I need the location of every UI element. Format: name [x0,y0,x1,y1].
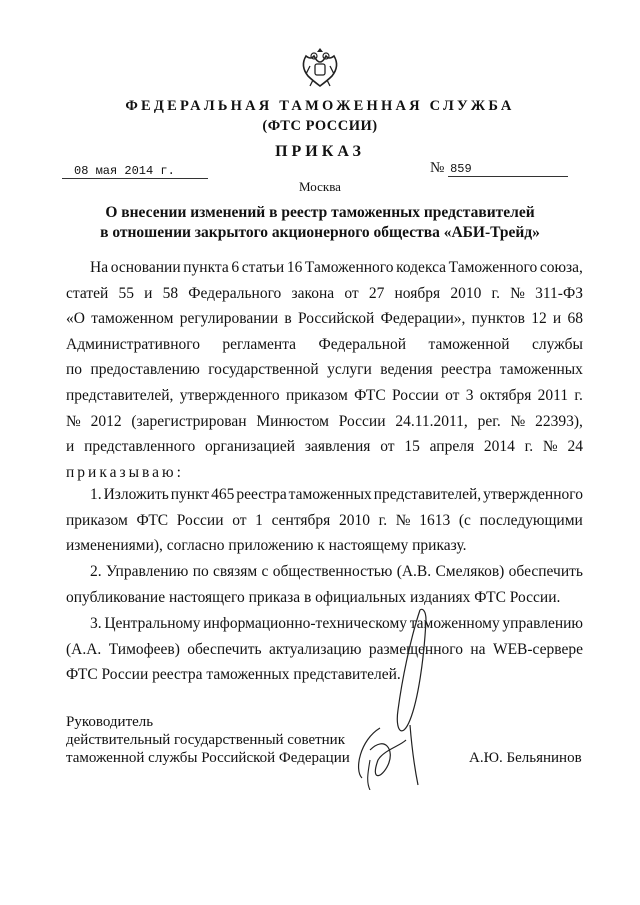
word: 12 [531,310,547,328]
word: 6 [231,259,240,276]
word: Управлению [105,563,189,580]
word: реестра [441,361,492,379]
position-line: действительный государственный советник [66,732,346,748]
word: ФТС [136,511,169,529]
word: 2014 [483,438,515,456]
word: 2. [90,563,102,580]
word: 3 [465,386,474,404]
word: октября [479,386,532,404]
word: основании [110,259,181,276]
text-line [66,409,583,435]
word: и [552,310,562,328]
word: 2010 [338,511,370,529]
word: таможенной [428,335,510,353]
word: 3. [90,615,102,632]
word: кодекса [396,259,447,276]
text-line: опубликование настоящего приказа в официальных изданиях ФТС России. [66,588,561,606]
order-word: приказываю: [66,463,184,481]
order-date: 08 мая 2014 г. [62,164,208,179]
word: приказом [285,386,348,404]
word: на [470,640,486,658]
word: представителей, [66,386,174,404]
word: от [232,511,247,529]
word: 55 [118,284,134,302]
word: информационно-техническому [203,615,408,632]
word: 58 [162,284,179,302]
word: по [192,563,209,580]
word: 311-ФЗ [535,284,583,302]
word: России [392,386,439,404]
document-title [0,203,640,243]
word: организацией [204,438,296,456]
word: таможенном [91,310,174,328]
agency-short-name: (ФТС РОССИИ) [262,118,378,134]
word: управлению [502,615,583,632]
word: № [395,511,411,529]
text-line [66,357,583,383]
word: «О [66,310,85,328]
text-line [66,434,583,460]
preamble [66,255,583,485]
word: ноября [394,284,441,302]
word: 24 [567,438,583,456]
word: пунктов [471,310,525,328]
number-label: № [430,160,445,176]
word: № [510,284,525,302]
word: представленного [84,438,196,456]
text-line [66,611,583,637]
word: пункта [183,259,229,276]
word: государственной [208,361,319,379]
word: с [261,563,269,580]
word: от [344,284,359,302]
text-line [66,281,583,307]
word: от [380,438,395,456]
word: 1. [90,486,102,503]
word: регулировании [179,310,279,328]
signatory-position [66,713,350,767]
word: На [90,259,109,276]
city: Москва [299,179,341,194]
word: связям [213,563,258,580]
word: № [542,438,558,456]
word: г. [574,386,583,404]
word: № [66,412,81,430]
word: Таможенного [448,259,538,276]
word: WEB-сервере [492,640,583,658]
word: 1613 [419,511,451,529]
order-item-1 [66,482,583,559]
word: от [445,386,460,404]
word: и [144,284,153,302]
word: утвержденного [179,386,280,404]
word: представителей, [373,486,482,503]
word: ФТС [354,386,386,404]
word: 27 [368,284,385,302]
word: пункт [170,486,210,503]
order-number: 859 [448,162,568,177]
word: рег. [477,412,501,430]
word: заявления [304,438,371,456]
word: таможенному [409,615,500,632]
word: регламента [222,335,297,353]
word: 68 [567,310,583,328]
word: Минюстом [256,412,329,430]
word: 2012 [90,412,122,430]
word: реестра [236,486,287,503]
word: службы [531,335,583,353]
word: России [338,412,386,430]
word: союза, [539,259,583,276]
word: актуализацию [268,640,362,658]
word: утвержденного [483,486,583,503]
coat-of-arms-icon [298,44,342,92]
text-line [66,306,583,332]
position-line: таможенной службы Российской Федерации [66,750,350,766]
word: услуги [327,361,372,379]
word: Федерации», [380,310,466,328]
word: закона [291,284,335,302]
title-line: О внесении изменений в реестр таможенных представителей [105,204,535,221]
word: общественностью [272,563,393,580]
text-line [66,482,583,508]
word: (А.А. [66,640,102,658]
word: Тимофеев) [108,640,180,658]
word: 16 [286,259,303,276]
text-line [66,332,583,358]
word: по [66,361,83,379]
word: обеспечить [187,640,262,658]
word: Смеляков) [435,563,505,580]
word: приказом [66,511,128,529]
word: и [66,438,75,456]
word: таможенных [288,486,372,503]
word: 2010 [450,284,482,302]
word: 465 [211,486,235,503]
word: статьи [241,259,285,276]
text-line [66,559,583,585]
word: предоставлению [90,361,200,379]
word: 2011 [537,386,569,404]
word: (зарегистрирован [131,412,247,430]
order-item-3 [66,611,583,688]
word: Федеральной [318,335,407,353]
word: таможенных [499,361,583,379]
word: г. [491,284,500,302]
word: 15 [404,438,420,456]
text-line [66,508,583,534]
word: Изложить [103,486,169,503]
word: России [176,511,224,529]
word: Административного [66,335,200,353]
word: апреля [429,438,475,456]
word: 22393), [535,412,583,430]
word: Федерального [188,284,282,302]
order-item-2 [66,559,583,610]
word: (с [458,511,471,529]
agency-name: ФЕДЕРАЛЬНАЯ ТАМОЖЕННАЯ СЛУЖБА [125,98,515,114]
word: № [510,412,526,430]
order-number-block [430,160,577,177]
text-line [66,383,583,409]
word: размещенного [368,640,463,658]
text-line [66,255,583,281]
word: Таможенного [304,259,394,276]
word: последующими [479,511,583,529]
word: Российской [297,310,375,328]
text-line: изменениями), согласно приложению к настоящему приказу. [66,537,467,555]
word: в [284,310,292,328]
title-line: в отношении закрытого акционерного общества «АБИ-Трейд» [100,224,540,241]
position-line: Руководитель [66,714,154,730]
word: статей [66,284,109,302]
document-type: ПРИКАЗ [275,143,365,160]
handwritten-signature [340,600,480,790]
word: г. [378,511,388,529]
word: 1 [255,511,263,529]
word: Центральному [104,615,201,632]
word: 24.11.2011, [395,412,468,430]
word: сентября [271,511,331,529]
word: (А.В. [396,563,432,580]
word: ведения [380,361,433,379]
text-line [66,637,583,663]
word: обеспечить [508,563,583,580]
text-line: ФТС России реестра таможенных представителей. [66,666,401,684]
signatory-name: А.Ю. Бельянинов [469,750,582,766]
word: г. [524,438,534,456]
